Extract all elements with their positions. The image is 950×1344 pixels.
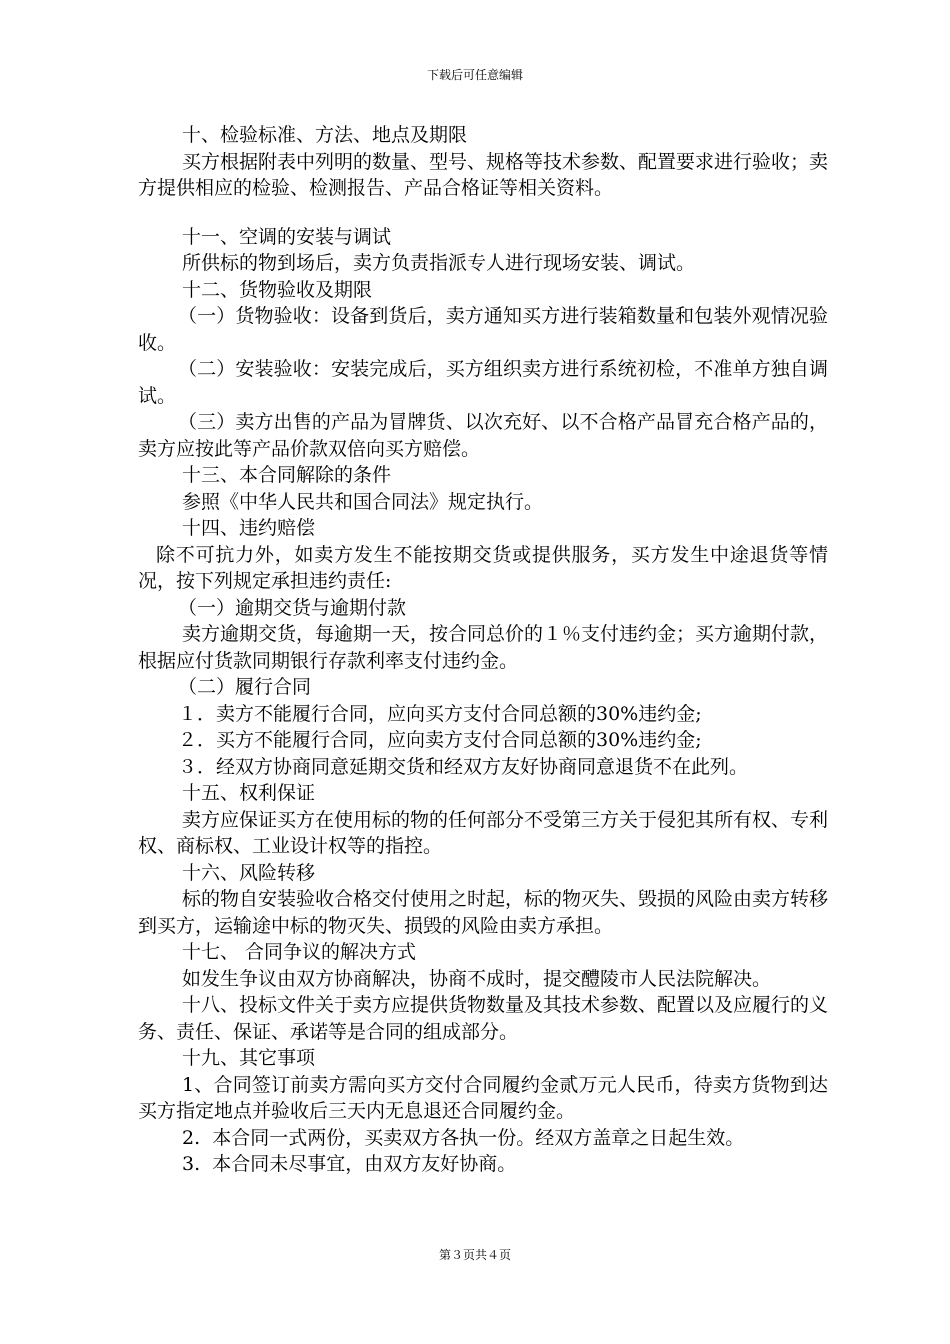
section-17-heading: 十七、 合同争议的解决方式 — [182, 941, 417, 963]
section-19-item-2: 2. 本合同一式两份，买卖双方各执一份。经双方盖章之日起生效。 — [182, 1126, 745, 1149]
section-10-heading: 十、检验标准、方法、地点及期限 — [182, 124, 468, 146]
section-14-sub-1-body: 卖方逾期交货，每逾期一天，按合同总价的１％支付违约金；买方逾期付款，根据应付货款同期银行存款利率支付违约金。 — [138, 623, 829, 672]
section-12-heading: 十二、货物验收及期限 — [182, 278, 373, 301]
section-16-body: 标的物自安装验收合格交付使用之时起，标的物灭失、毁损的风险由卖方转移到买方，运输途中标的物灭失、损毁的风险由卖方承担。 — [138, 888, 829, 937]
section-14-body: 除不可抗力外，如卖方发生不能按期交货或提供服务，买方发生中途退货等情况，按下列规定承担违约责任: — [138, 543, 828, 592]
section-15-heading: 十五、权利保证 — [182, 782, 316, 804]
section-13-heading: 十三、本合同解除的条件 — [182, 464, 392, 486]
section-14-sub-1-heading: （一）逾期交货与逾期付款 — [178, 596, 407, 619]
page-header-note: 下载后可任意编辑 — [426, 68, 523, 82]
section-11-body: 所供标的物到场后，卖方负责指派专人进行现场安装、调试。 — [182, 252, 696, 274]
section-14-sub-2-item-1: １．卖方不能履行合同，应向买方支付合同总额的30%违约金; — [178, 702, 702, 725]
section-12-item-3: （三）卖方出售的产品为冒牌货、以次充好、以不合格产品冒充合格产品的，卖方应按此等产品价款双倍向买方赔偿。 — [138, 411, 828, 460]
page-number-footer: 第３页共４页 — [438, 1248, 511, 1262]
section-12-item-1: （一）货物验收：设备到货后，卖方通知买方进行装箱数量和包装外观情况验收。 — [138, 305, 828, 354]
section-11-heading: 十一、空调的安装与调试 — [182, 225, 392, 248]
section-13-body: 参照《中华人民共和国合同法》规定执行。 — [182, 490, 544, 513]
section-10-body: 买方根据附表中列明的数量、型号、规格等技术参数、配置要求进行验收；卖方提供相应的检验、检测报告、产品合格证等相关资料。 — [138, 150, 829, 199]
section-14-sub-2-item-2: ２．买方不能履行合同，应向卖方支付合同总额的30%违约金; — [178, 729, 702, 751]
paragraph-gap — [138, 202, 828, 224]
section-15-body: 卖方应保证买方在使用标的物的任何部分不受第三方关于侵犯其所有权、专利权、商标权、工业设计权等的指控。 — [138, 808, 829, 857]
section-14-sub-2-item-3: ３．经双方协商同意延期交货和经双方友好协商同意退货不在此列。 — [178, 755, 749, 778]
section-14-heading: 十四、违约赔偿 — [182, 517, 316, 539]
section-16-heading: 十六、风险转移 — [182, 861, 316, 884]
section-14-sub-2-heading: （二）履行合同 — [178, 676, 312, 698]
section-17-body: 如发生争议由双方协商解决，协商不成时，提交醴陵市人民法院解决。 — [182, 967, 772, 990]
section-19-heading: 十九、其它事项 — [182, 1047, 316, 1069]
section-18-body: 十八、投标文件关于卖方应提供货物数量及其技术参数、配置以及应履行的义务、责任、保证、承诺等是合同的组成部分。 — [138, 994, 829, 1043]
section-12-item-2: （二）安装验收：安装完成后，买方组织卖方进行系统初检，不准单方独自调试。 — [138, 358, 828, 407]
document-body — [138, 122, 828, 1178]
section-19-item-1: 1、合同签订前卖方需向买方交付合同履约金贰万元人民币，待卖方货物到达买方指定地点并验收后三天内无息退还合同履约金。 — [138, 1073, 828, 1122]
section-19-item-3: 3. 本合同未尽事宜，由双方友好协商。 — [182, 1153, 517, 1175]
